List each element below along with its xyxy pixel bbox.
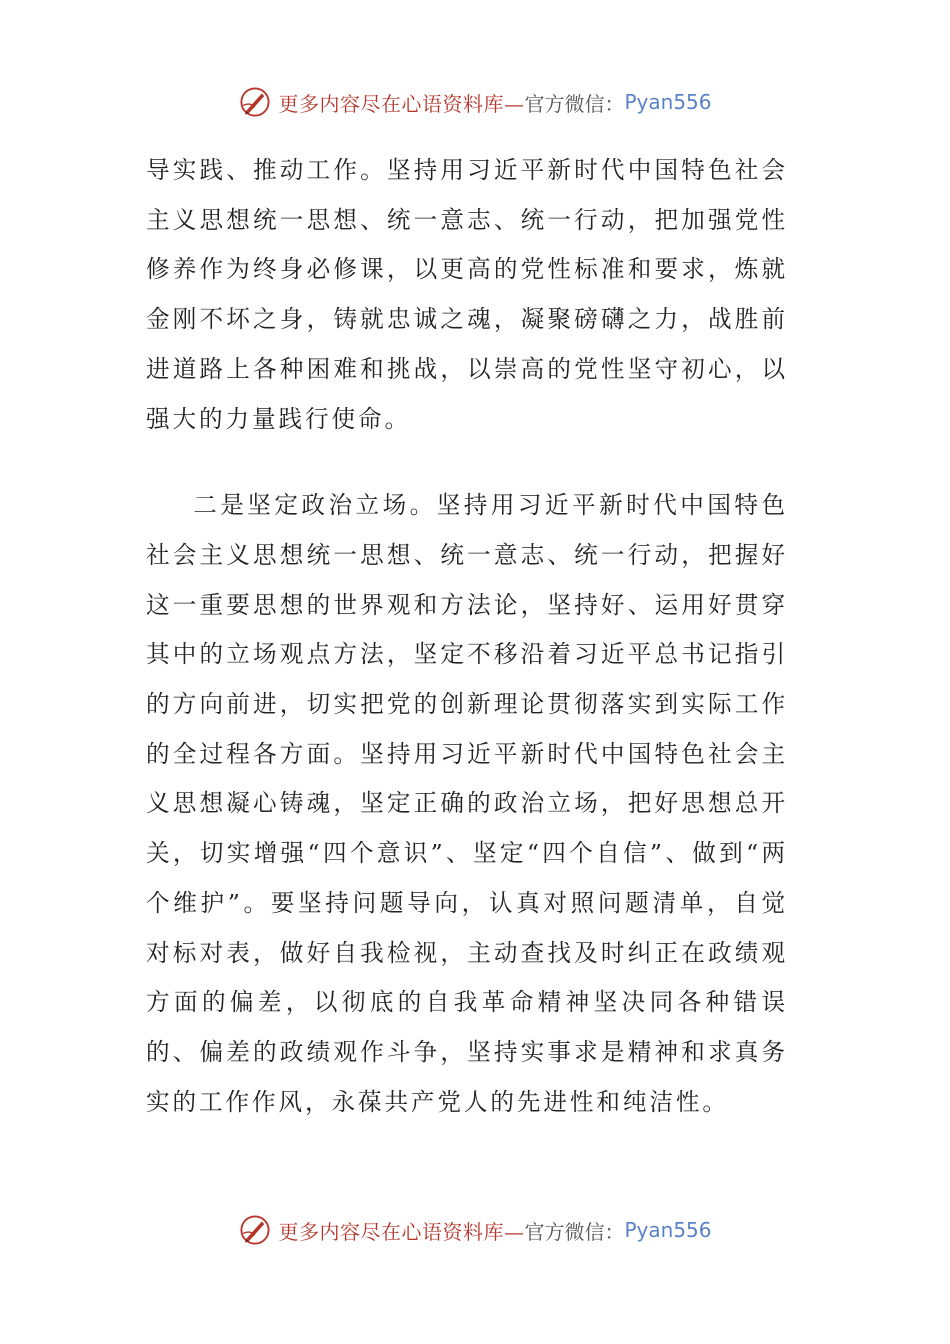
watermark-site-text: 更多内容尽在心语资料库— bbox=[278, 91, 525, 116]
watermark-site-text: 更多内容尽在心语资料库— bbox=[278, 1219, 525, 1244]
document-body bbox=[146, 146, 788, 1127]
paragraph-political-stance: 二是坚定政治立场。坚持用习近平新时代中国特色社会主义思想统一思想、统一意志、统一行动，把握好这一重要思想的世界观和方法论，坚持好、运用好贯穿其中的立场观点方法，坚定不移沿着习近平总书记指引的方向前进，切实把党的创新理论贯彻落实到实际工作的全过程各方面。坚持用习近平新时代中国特色社会主义思想凝心铸魂，坚定正确的政治立场，把好思想总开关，切实增强“四个意识”、坚定“四个自信”、做到“两个维护”。要坚持问题导向，认真对照问题清单，自觉对标对表，做好自我检视，主动查找及时纠正在政绩观方面的偏差，以彻底的自我革命精神坚决同各种错误的、偏差的政绩观作斗争，坚持实事求是精神和求真务实的工作作风，永葆共产党人的先进性和纯洁性。 bbox=[146, 491, 788, 1116]
page-footer-watermark bbox=[0, 1212, 950, 1248]
watermark-wechat-id: Pyan556 bbox=[624, 90, 712, 114]
paragraph-continuation: 导实践、推动工作。坚持用习近平新时代中国特色社会主义思想统一思想、统一意志、统一行动，把加强党性修养作为终身必修课，以更高的党性标准和要求，炼就金刚不坏之身，铸就忠诚之魂，凝聚磅礴之力，战胜前进道路上各种困难和挑战，以崇高的党性坚守初心，以强大的力量践行使命。 bbox=[146, 156, 788, 433]
watermark-wechat-label: 官方微信： bbox=[524, 1219, 625, 1244]
pen-logo-icon bbox=[238, 1213, 272, 1247]
page-header-watermark bbox=[0, 84, 950, 120]
pen-logo-icon bbox=[238, 85, 272, 119]
watermark-wechat-label: 官方微信： bbox=[524, 91, 625, 116]
watermark-wechat-id: Pyan556 bbox=[624, 1218, 712, 1242]
